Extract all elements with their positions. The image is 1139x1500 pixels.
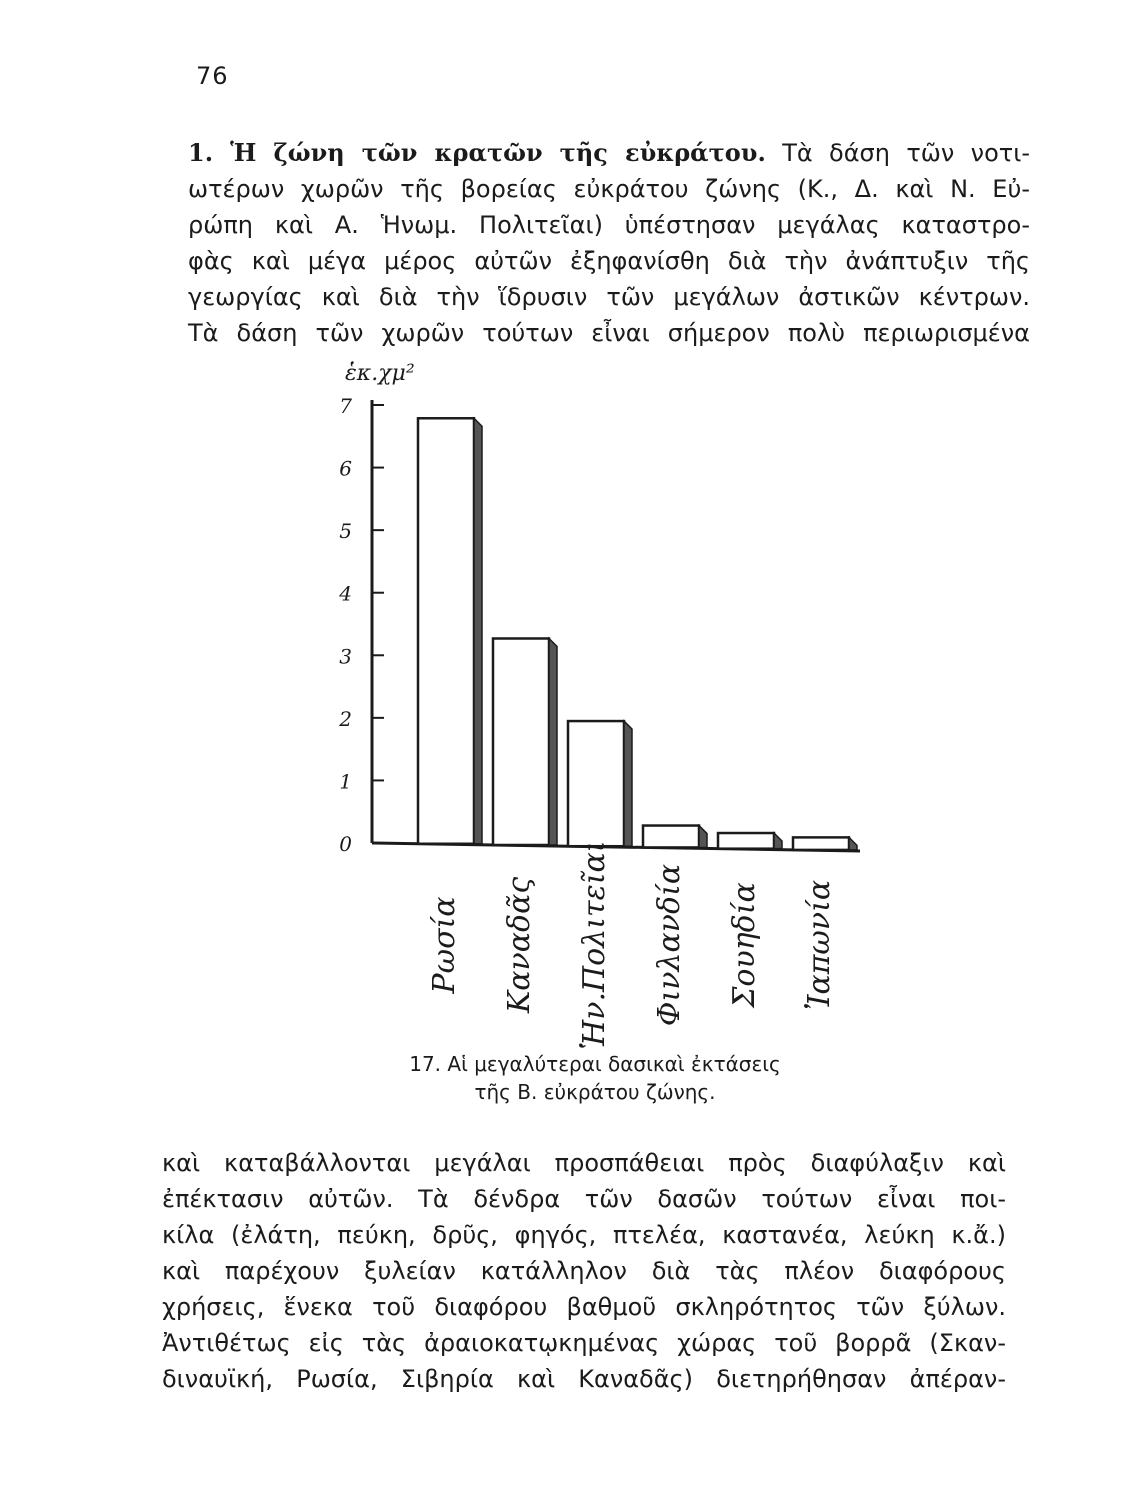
text-line-fragment: Τὰ δάση τῶν νοτι-	[782, 139, 1030, 167]
section-heading: 1. Ἡ ζώνη τῶν κρατῶν τῆς εὐκράτου.	[188, 138, 766, 167]
caption-line: 17. Αἱ μεγαλύτεραι δασικαὶ ἐκτάσεις	[409, 1052, 781, 1076]
y-tick-label: 2	[339, 706, 352, 731]
bar	[568, 721, 624, 846]
continuation-paragraph	[162, 1145, 1006, 1397]
text-line: Τὰ δάση τῶν χωρῶν τούτων εἶναι σήμερον πολὺ περιωρισμένα	[188, 319, 1030, 347]
y-tick-label: 0	[339, 832, 352, 856]
x-tick-label: Ἡν.Πολιτεῖαι	[577, 840, 612, 1050]
bar	[718, 833, 774, 849]
chart-bars	[418, 418, 857, 850]
bar-shadow	[624, 721, 632, 846]
bar	[493, 638, 549, 844]
text-line: διναυϊκή, Ρωσία, Σιβηρία καὶ Καναδᾶς) διετηρήθησαν ἀπέραν-	[162, 1365, 1006, 1393]
bar-shadow	[774, 833, 782, 849]
bar	[418, 418, 474, 843]
text-line: καὶ καταβάλλονται μεγάλαι προσπάθειαι πρὸς διαφύλαξιν καὶ	[162, 1149, 1006, 1177]
bar-shadow	[549, 638, 557, 844]
text-line: ἐπέκτασιν αὐτῶν. Τὰ δένδρα τῶν δασῶν τούτων εἶναι ποι-	[162, 1185, 1006, 1213]
text-line: ρώπη καὶ Α. Ἡνωμ. Πολιτεῖαι) ὑπέστησαν μεγάλας καταστρο-	[188, 211, 1030, 239]
y-tick-label: 4	[339, 581, 352, 606]
caption-line: τῆς Β. εὐκράτου ζώνης.	[474, 1080, 716, 1104]
bar	[643, 826, 699, 848]
x-tick-label: Φινλανδία	[652, 863, 687, 1027]
y-tick-label: 3	[339, 644, 352, 669]
x-tick-label: Σουηδία	[727, 882, 762, 1008]
x-axis-labels	[427, 840, 837, 1049]
text-line: φὰς καὶ μέγα μέρος αὐτῶν ἐξηφανίσθη διὰ τὴν ἀνάπτυξιν τῆς	[188, 247, 1030, 275]
bar-shadow	[699, 826, 707, 848]
text-line: γεωργίας καὶ διὰ τὴν ἵδρυσιν τῶν μεγάλων ἀστικῶν κέντρων.	[188, 283, 1030, 311]
text-line: ωτέρων χωρῶν τῆς βορείας εὐκράτου ζώνης (Κ., Δ. καὶ Ν. Εὐ-	[188, 175, 1030, 203]
bar-shadow	[474, 418, 482, 843]
x-tick-label: Καναδᾶς	[502, 876, 537, 1014]
y-tick-label: 5	[339, 519, 352, 544]
text-line: καὶ παρέχουν ξυλείαν κατάλληλον διὰ τὰς πλέον διαφόρους	[162, 1257, 1006, 1285]
y-tick-label: 6	[339, 456, 352, 481]
x-tick-label: Ρωσία	[427, 896, 462, 994]
y-tick-label: 7	[339, 394, 352, 418]
text-line: κίλα (ἐλάτη, πεύκη, δρῦς, φηγός, πτελέα, καστανέα, λεύκη κ.ἄ.)	[162, 1221, 1006, 1249]
page-number: 76	[196, 62, 229, 90]
bar	[793, 837, 849, 850]
figure-caption	[360, 1050, 830, 1106]
text-line: χρήσεις, ἕνεκα τοῦ διαφόρου βαθμοῦ σκληρότητος τῶν ξύλων.	[162, 1293, 1006, 1321]
text-line: Ἀντιθέτως εἰς τὰς ἀραιοκατῳκημένας χώρας τοῦ βορρᾶ (Σκαν-	[162, 1329, 1006, 1357]
y-axis-label: ἑκ.χμ²	[345, 361, 415, 386]
x-tick-label: Ἰαπωνία	[802, 879, 837, 1011]
bar-shadow	[849, 837, 857, 850]
y-tick-label: 1	[339, 769, 352, 794]
y-axis-ticks	[338, 394, 384, 856]
